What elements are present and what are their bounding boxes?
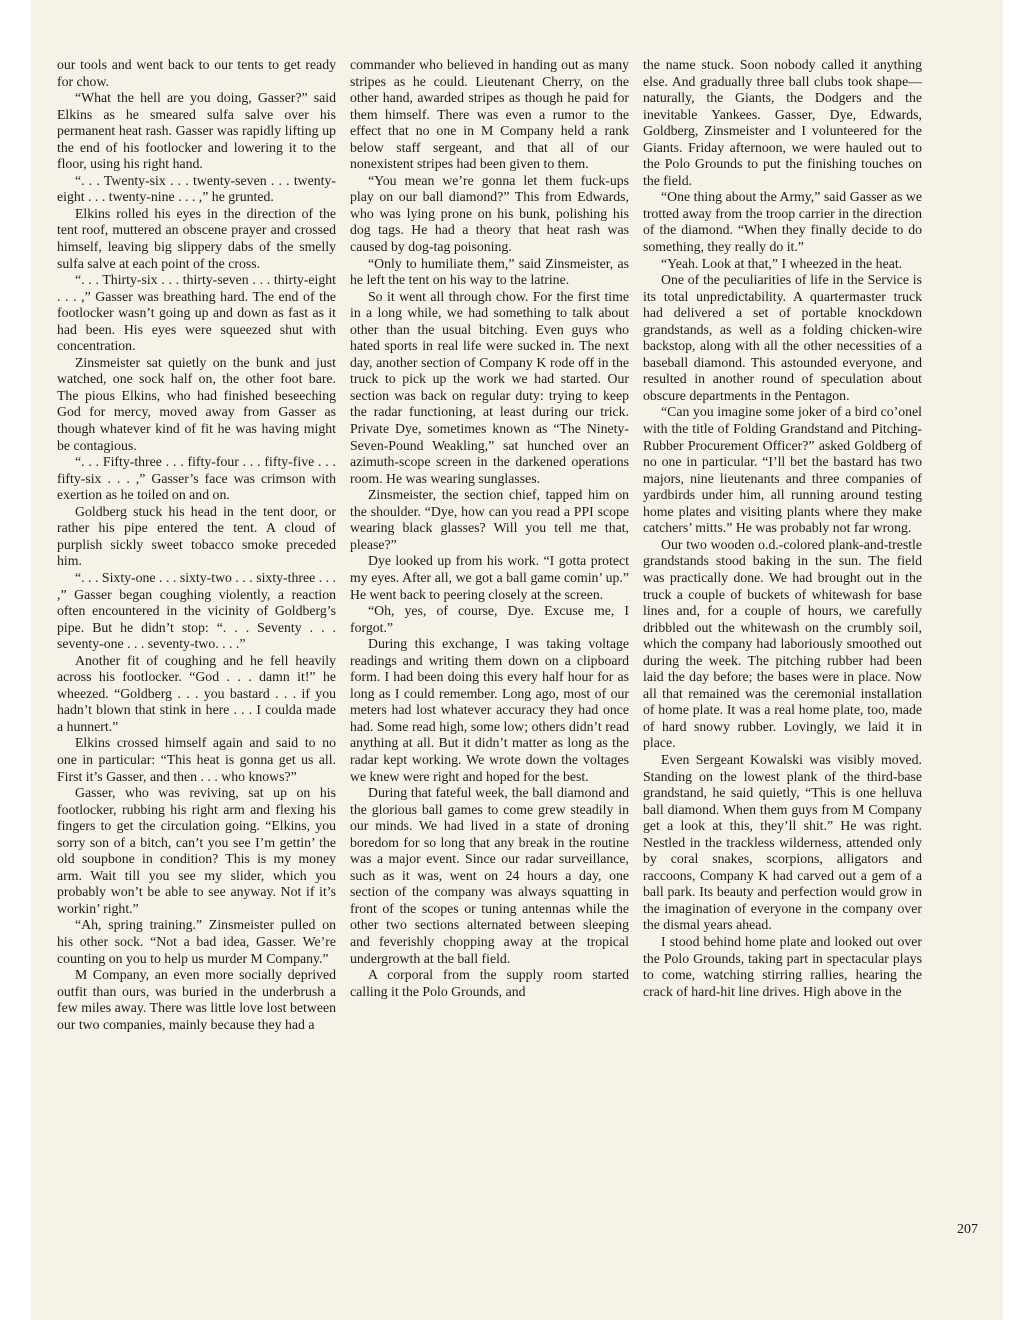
paragraph: “Yeah. Look at that,” I wheezed in the heat. [661,255,903,271]
paragraph: “Can you imagine some joker of a bird co’onel with the title of Folding Grandstand and Pitching-Rubber Procurement Officer?” asked Goldberg of no one in particular. “I’ll bet the bastard has two majors, nine lieutenants and three companies of yardbirds under him, all running around testing home plates and visiting plants where they make catchers’ mitts.” He was probably not far wrong. [643,404,922,536]
paragraph: Zinsmeister sat quietly on the bunk and just watched, one sock half on, the other foot bare. The pious Elkins, who had finished beseeching God for mercy, moved away from Gasser as though whatever kind of fit he was having might be contagious. [57,354,336,453]
text-columns [57,57,922,1033]
paragraph: “What the hell are you doing, Gasser?” said Elkins as he smeared sulfa salve over his permanent heat rash. Gasser was rapidly lifting up the end of his footlocker and lowering it to the floor, using his right hand. [57,90,336,172]
paragraph: Gasser, who was reviving, sat up on his footlocker, rubbing his right arm and flexing his fingers to get the circulation going. “Elkins, you sorry son of a bitch, can’t you see I’m gettin’ the old soupbone in condition? This is my money arm. Wait till you see my slider, which you probably won’t be able to see anyway. Not if it’s workin’ right.” [57,785,336,916]
paragraph: Dye looked up from his work. “I gotta protect my eyes. After all, we got a ball game comin’ up.” He went back to peering closely at the screen. [350,553,629,602]
paragraph: commander who believed in handing out as many stripes as he could. Lieutenant Cherry, on the other hand, awarded stripes as though he paid for them himself. There was even a rumor to the effect that no one in M Company held a rank below staff sergeant, and that all of our nonexistent stripes had been given to them. [350,57,629,172]
paragraph: One of the peculiarities of life in the Service is its total unpredictability. A quartermaster truck had delivered a set of portable knockdown grandstands, as well as a folding chicken-wire backstop, along with all the other necessities of a baseball diamond. This astounded everyone, and resulted in another round of speculation about obscure departments in the Pentagon. [643,272,922,403]
paragraph: A corporal from the supply room started calling it the Polo Grounds, and [350,967,629,999]
paragraph: Elkins rolled his eyes in the direction of the tent roof, muttered an obscene prayer and crossed himself, leaving big slippery dabs of the smelly sulfa salve at each point of the cross. [57,205,336,271]
paragraph: During that fateful week, the ball diamond and the glorious ball games to come grew steadily in our minds. We had lived in a state of droning boredom for so long that any break in the routine was a major event. Since our radar surveillance, such as it was, went on 24 hours a day, one section of the company was always squatting in front of the scopes or tuning antennas while the other two sections alternated between sleeping and feverishly chopping away at the tropical undergrowth at the ball field. [350,785,629,966]
paragraph: the name stuck. Soon nobody called it anything else. And gradually three ball clubs took shape—naturally, the Giants, the Dodgers and the inevitable Yankees. Gasser, Dye, Edwards, Goldberg, Zinsmeister and I volunteered for the Giants. Friday afternoon, we were hauled out to the Polo Grounds to put the finishing touches on the field. [643,57,922,188]
paragraph: “. . . Sixty-one . . . sixty-two . . . sixty-three . . . ,” Gasser began coughing violently, a reaction often encountered in the vicinity of Goldberg’s pipe. But he didn’t stop: “. . . Seventy . . . seventy-one . . . seventy-two. . . .” [57,569,336,652]
magazine-page [31,0,1003,1320]
column-1 [57,57,336,1033]
paragraph: “One thing about the Army,” said Gasser as we trotted away from the troop carrier in the direction of the diamond. “When they finally decide to do something, they really do it.” [643,189,922,255]
paragraph: “. . . Thirty-six . . . thirty-seven . . . thirty-eight . . . ,” Gasser was breathing hard. The end of the footlocker wasn’t going up and down as fast as it had been. His eyes were squeezed shut with concentration. [57,272,336,354]
paragraph: Even Sergeant Kowalski was visibly moved. Standing on the lowest plank of the third-base grandstand, he said quietly, “This is one helluva ball diamond. When them guys from M Company get a look at this, they’ll shit.” He was right. Nestled in the trackless wilderness, attended only by coral snakes, scorpions, alligators and raccoons, Company K had carved out a gem of a ball park. Its beauty and perfection would grow in the imagination of everyone in the company over the dismal years ahead. [643,751,922,933]
page-number: 207 [957,1222,978,1237]
paragraph: M Company, an even more socially deprived outfit than ours, was buried in the underbrush a few miles away. There was little love lost between our two companies, mainly because they had a [57,967,336,1032]
paragraph: “You mean we’re gonna let them fuck-ups play on our ball diamond?” This from Edwards, who was lying prone on his bunk, polishing his dog tags. He had a theory that heat rash was caused by dog-tag poisoning. [350,172,629,255]
paragraph: Goldberg stuck his head in the tent door, or rather his pipe entered the tent. A cloud of purplish sickly sweet tobacco smoke preceded him. [57,503,336,569]
paragraph: During this exchange, I was taking voltage readings and writing them down on a clipboard form. I had been doing this every half hour for as long as I could remember. Long ago, most of our meters had lost whatever accuracy they had once had. Some read high, some low; others didn’t read anything at all. But it didn’t matter as long as the radar kept working. We wrote down the voltages we knew were right and hoped for the best. [350,636,629,784]
paragraph: “Only to humiliate them,” said Zinsmeister, as he left the tent on his way to the latrine. [350,255,629,288]
paragraph: “Ah, spring training.” Zinsmeister pulled on his other sock. “Not a bad idea, Gasser. We’re counting on you to help us murder M Company.” [57,917,336,966]
paragraph: I stood behind home plate and looked out over the Polo Grounds, taking part in spectacular plays to come, watching stirring rallies, hearing the crack of hard-hit line drives. High above in the [643,933,922,999]
column-2 [350,57,629,1033]
paragraph: our tools and went back to our tents to get ready for chow. [57,57,336,89]
paragraph: Elkins crossed himself again and said to no one in particular: “This heat is gonna get us all. First it’s Gasser, and then . . . who knows?” [57,735,336,784]
paragraph: So it went all through chow. For the first time in a long while, we had something to talk about other than the usual bitching. Even guys who hated sports in real life were sucked in. The next day, another section of Company K rode off in the truck to pick up the work we had started. Our section was back on regular duty: trying to keep the radar functioning, at least during our trick. Private Dye, sometimes known as “The Ninety-Seven-Pound Weakling,” sat hunched over an azimuth-scope screen in the darkened operations room. He was wearing sunglasses. [350,288,629,486]
paragraph: Zinsmeister, the section chief, tapped him on the shoulder. “Dye, how can you read a PPI scope wearing black glasses? Will you tell me that, please?” [350,487,629,552]
paragraph: “. . . Fifty-three . . . fifty-four . . . fifty-five . . . fifty-six . . . ,” Gasser’s face was crimson with exertion as he toiled on and on. [57,454,336,503]
paragraph: Another fit of coughing and he fell heavily across his footlocker. “God . . . damn it!” he wheezed. “Goldberg . . . you bastard . . . if you hadn’t blown that stink in here . . . I coulda made a hunnert.” [57,652,336,734]
paragraph: “. . . Twenty-six . . . twenty-seven . . . twenty-eight . . . twenty-nine . . . ,” he grunted. [57,172,336,205]
column-3 [643,57,922,1033]
paragraph: Our two wooden o.d.-colored plank-and-trestle grandstands stood baking in the sun. The field was practically done. We had brought out in the truck a couple of buckets of whitewash for base lines and, for a couple of hours, we carefully dribbled out the whitewash on the crumbly soil, which the company had laboriously smoothed out during the week. The pitching rubber had been laid the day before; the bases were in place. Now all that remained was the ceremonial installation of home plate. It was a real home plate, too, made of hard snowy rubber. Lovingly, we laid it in place. [643,536,922,751]
paragraph: “Oh, yes, of course, Dye. Excuse me, I forgot.” [350,603,629,635]
